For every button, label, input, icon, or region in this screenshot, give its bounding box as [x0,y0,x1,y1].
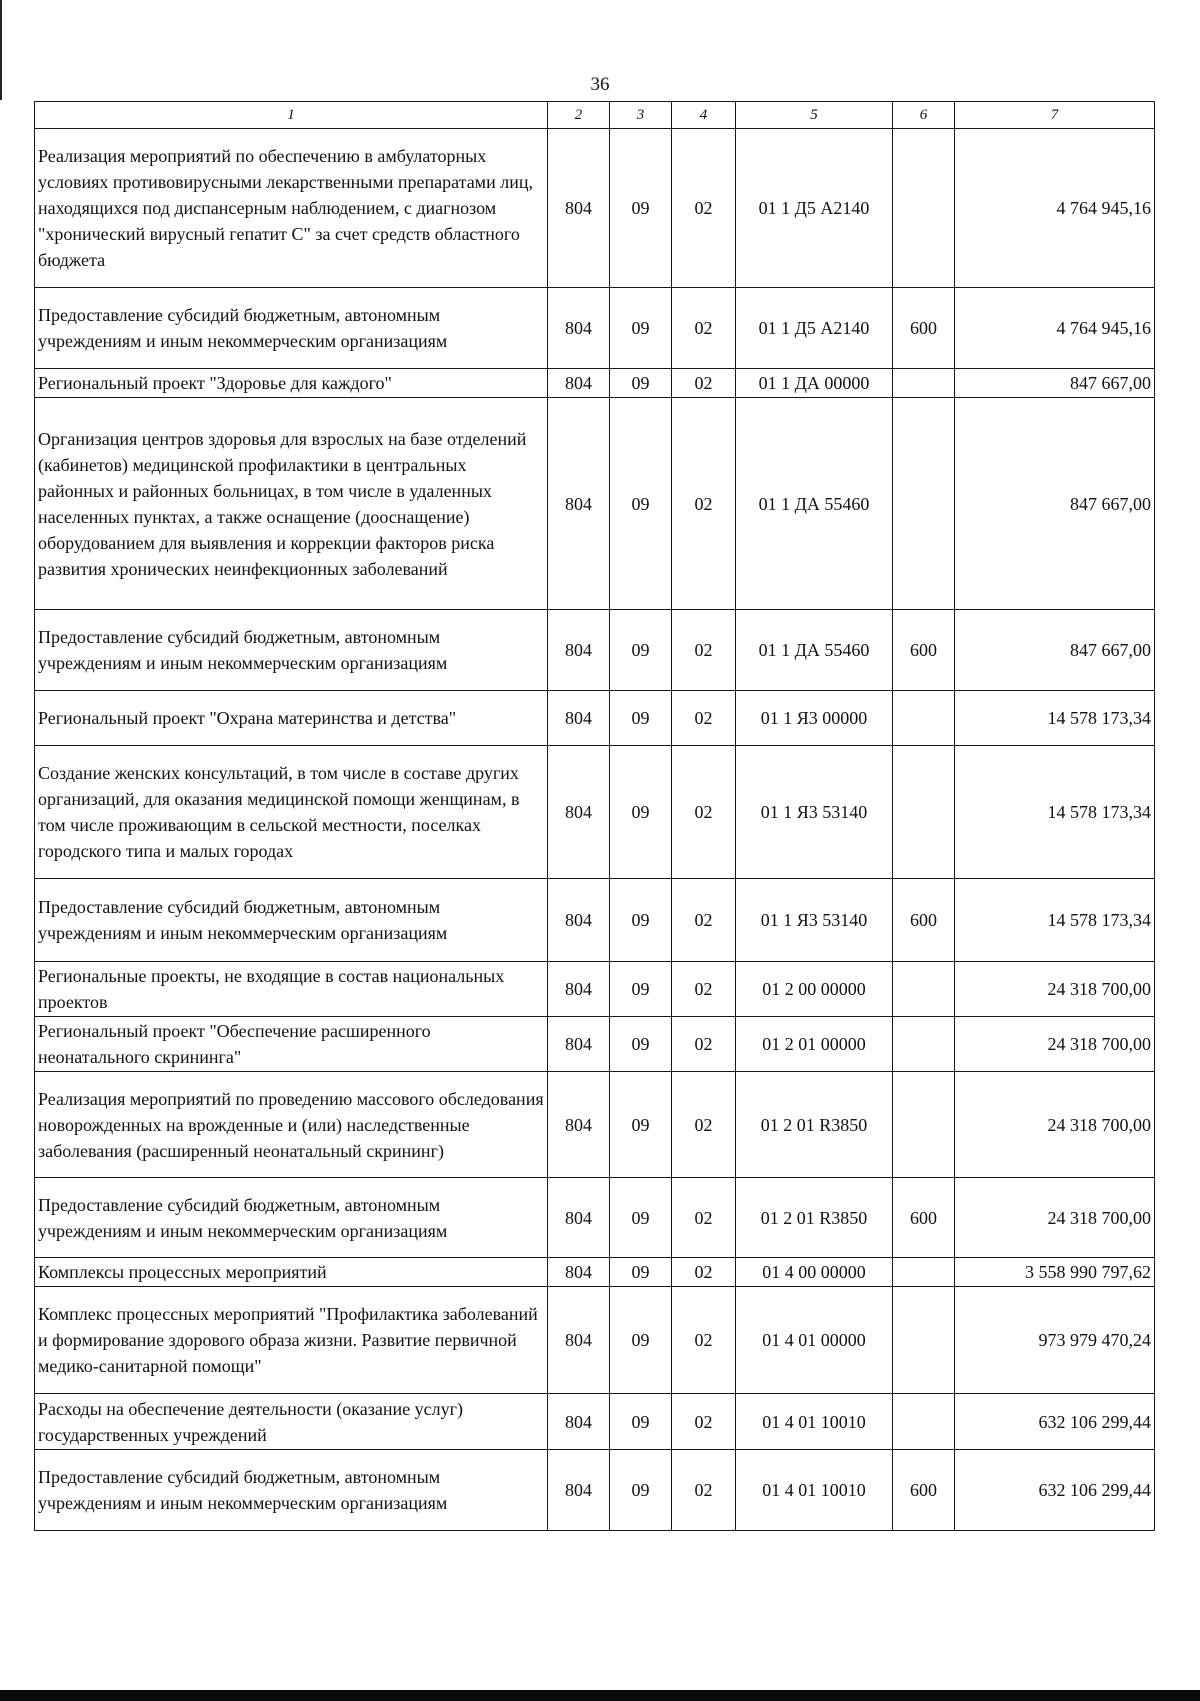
row-subsection-cell: 02 [672,879,736,962]
row-code-cell: 804 [548,1178,610,1258]
table-row [35,369,1155,398]
row-name-cell: Организация центров здоровья для взрослых на базе отделений (кабинетов) медицинской профилактики в центральных районных и районных больницах, в том числе в удаленных населенных пунктах, а также оснащение (дооснащение) оборудованием для выявления и коррекции факторов риска развития хронических неинфекционных заболеваний [35,398,548,610]
row-section-cell: 09 [610,1258,672,1287]
row-amount-cell: 14 578 173,34 [955,691,1155,746]
row-amount-cell: 14 578 173,34 [955,879,1155,962]
row-expense-type-cell [893,1258,955,1287]
row-name-cell: Предоставление субсидий бюджетным, автономным учреждениям и иным некоммерческим организациям [35,1450,548,1531]
table-row [35,1178,1155,1258]
row-name-cell: Предоставление субсидий бюджетным, автономным учреждениям и иным некоммерческим организациям [35,1178,548,1258]
row-subsection-cell: 02 [672,1178,736,1258]
row-target-code-cell: 01 2 01 00000 [736,1017,893,1072]
row-target-code-cell: 01 1 Д5 А2140 [736,129,893,288]
table-row [35,288,1155,369]
row-expense-type-cell [893,691,955,746]
row-section-cell: 09 [610,288,672,369]
row-subsection-cell: 02 [672,1287,736,1394]
row-amount-cell: 3 558 990 797,62 [955,1258,1155,1287]
row-subsection-cell: 02 [672,398,736,610]
row-section-cell: 09 [610,962,672,1017]
row-section-cell: 09 [610,369,672,398]
scan-bottom-edge [0,1690,1200,1701]
row-name-cell: Региональный проект "Обеспечение расширенного неонатального скрининга" [35,1017,548,1072]
row-section-cell: 09 [610,129,672,288]
row-target-code-cell: 01 1 Д5 А2140 [736,288,893,369]
row-amount-cell: 24 318 700,00 [955,962,1155,1017]
row-amount-cell: 632 106 299,44 [955,1394,1155,1450]
row-target-code-cell: 01 4 01 00000 [736,1287,893,1394]
row-target-code-cell: 01 4 01 10010 [736,1394,893,1450]
column-header-4: 4 [672,102,736,129]
row-target-code-cell: 01 2 01 R3850 [736,1178,893,1258]
row-subsection-cell: 02 [672,1017,736,1072]
row-subsection-cell: 02 [672,369,736,398]
column-header-7: 7 [955,102,1155,129]
row-name-cell: Предоставление субсидий бюджетным, автономным учреждениям и иным некоммерческим организациям [35,879,548,962]
budget-table [34,101,1155,1531]
row-subsection-cell: 02 [672,1258,736,1287]
table-row [35,1287,1155,1394]
row-amount-cell: 973 979 470,24 [955,1287,1155,1394]
column-header-1: 1 [35,102,548,129]
row-subsection-cell: 02 [672,1072,736,1178]
row-target-code-cell: 01 1 Я3 53140 [736,746,893,879]
row-section-cell: 09 [610,1287,672,1394]
table-row [35,1450,1155,1531]
row-expense-type-cell: 600 [893,1178,955,1258]
row-code-cell: 804 [548,1450,610,1531]
row-subsection-cell: 02 [672,288,736,369]
row-subsection-cell: 02 [672,962,736,1017]
row-expense-type-cell [893,1287,955,1394]
table-row [35,962,1155,1017]
row-section-cell: 09 [610,1072,672,1178]
row-target-code-cell: 01 1 Я3 53140 [736,879,893,962]
row-code-cell: 804 [548,1287,610,1394]
table-row [35,398,1155,610]
row-subsection-cell: 02 [672,1450,736,1531]
row-subsection-cell: 02 [672,129,736,288]
row-code-cell: 804 [548,369,610,398]
row-expense-type-cell: 600 [893,610,955,691]
table-row [35,746,1155,879]
row-amount-cell: 14 578 173,34 [955,746,1155,879]
row-code-cell: 804 [548,1258,610,1287]
row-name-cell: Реализация мероприятий по проведению массового обследования новорожденных на врожденные и (или) наследственные заболевания (расширенный неонатальный скрининг) [35,1072,548,1178]
row-code-cell: 804 [548,1017,610,1072]
row-code-cell: 804 [548,962,610,1017]
row-expense-type-cell [893,369,955,398]
row-section-cell: 09 [610,1394,672,1450]
row-section-cell: 09 [610,746,672,879]
table-row [35,879,1155,962]
row-code-cell: 804 [548,288,610,369]
row-name-cell: Комплексы процессных мероприятий [35,1258,548,1287]
column-header-5: 5 [736,102,893,129]
row-expense-type-cell [893,1394,955,1450]
table-row [35,1017,1155,1072]
row-amount-cell: 847 667,00 [955,398,1155,610]
row-name-cell: Региональные проекты, не входящие в состав национальных проектов [35,962,548,1017]
row-expense-type-cell [893,746,955,879]
row-section-cell: 09 [610,610,672,691]
row-expense-type-cell: 600 [893,879,955,962]
row-code-cell: 804 [548,398,610,610]
column-header-2: 2 [548,102,610,129]
table-row [35,1072,1155,1178]
row-amount-cell: 632 106 299,44 [955,1450,1155,1531]
row-subsection-cell: 02 [672,1394,736,1450]
row-section-cell: 09 [610,691,672,746]
row-expense-type-cell [893,962,955,1017]
row-code-cell: 804 [548,610,610,691]
row-target-code-cell: 01 1 ДА 55460 [736,610,893,691]
table-row [35,129,1155,288]
row-amount-cell: 24 318 700,00 [955,1178,1155,1258]
row-name-cell: Реализация мероприятий по обеспечению в амбулаторных условиях противовирусными лекарственными препаратами лиц, находящихся под диспансерным наблюдением, с диагнозом "хронический вирусный гепатит С" за счет средств областного бюджета [35,129,548,288]
column-header-6: 6 [893,102,955,129]
row-expense-type-cell [893,1017,955,1072]
row-name-cell: Создание женских консультаций, в том числе в составе других организаций, для оказания медицинской помощи женщинам, в том числе проживающим в сельской местности, поселках городского типа и малых городах [35,746,548,879]
row-section-cell: 09 [610,879,672,962]
row-target-code-cell: 01 1 Я3 00000 [736,691,893,746]
row-name-cell: Комплекс процессных мероприятий "Профилактика заболеваний и формирование здорового образа жизни. Развитие первичной медико-санитарной помощи" [35,1287,548,1394]
row-section-cell: 09 [610,398,672,610]
row-amount-cell: 847 667,00 [955,369,1155,398]
row-code-cell: 804 [548,691,610,746]
row-subsection-cell: 02 [672,691,736,746]
row-amount-cell: 24 318 700,00 [955,1072,1155,1178]
row-target-code-cell: 01 4 00 00000 [736,1258,893,1287]
row-expense-type-cell [893,1072,955,1178]
row-name-cell: Региональный проект "Здоровье для каждого" [35,369,548,398]
row-name-cell: Предоставление субсидий бюджетным, автономным учреждениям и иным некоммерческим организациям [35,288,548,369]
row-code-cell: 804 [548,129,610,288]
row-expense-type-cell [893,398,955,610]
row-target-code-cell: 01 1 ДА 00000 [736,369,893,398]
row-name-cell: Расходы на обеспечение деятельности (оказание услуг) государственных учреждений [35,1394,548,1450]
row-target-code-cell: 01 4 01 10010 [736,1450,893,1531]
row-code-cell: 804 [548,746,610,879]
row-expense-type-cell: 600 [893,288,955,369]
table-row [35,1258,1155,1287]
row-expense-type-cell: 600 [893,1450,955,1531]
table-header-row [35,102,1155,129]
row-section-cell: 09 [610,1450,672,1531]
row-target-code-cell: 01 2 01 R3850 [736,1072,893,1178]
row-code-cell: 804 [548,879,610,962]
row-section-cell: 09 [610,1178,672,1258]
table-row [35,691,1155,746]
column-header-3: 3 [610,102,672,129]
row-amount-cell: 4 764 945,16 [955,129,1155,288]
row-subsection-cell: 02 [672,746,736,879]
row-code-cell: 804 [548,1394,610,1450]
row-expense-type-cell [893,129,955,288]
row-amount-cell: 24 318 700,00 [955,1017,1155,1072]
row-name-cell: Региональный проект "Охрана материнства и детства" [35,691,548,746]
row-subsection-cell: 02 [672,610,736,691]
row-amount-cell: 847 667,00 [955,610,1155,691]
row-name-cell: Предоставление субсидий бюджетным, автономным учреждениям и иным некоммерческим организациям [35,610,548,691]
table-row [35,610,1155,691]
row-target-code-cell: 01 1 ДА 55460 [736,398,893,610]
row-amount-cell: 4 764 945,16 [955,288,1155,369]
table-row [35,1394,1155,1450]
page-number: 36 [590,74,610,95]
row-section-cell: 09 [610,1017,672,1072]
row-code-cell: 804 [548,1072,610,1178]
row-target-code-cell: 01 2 00 00000 [736,962,893,1017]
